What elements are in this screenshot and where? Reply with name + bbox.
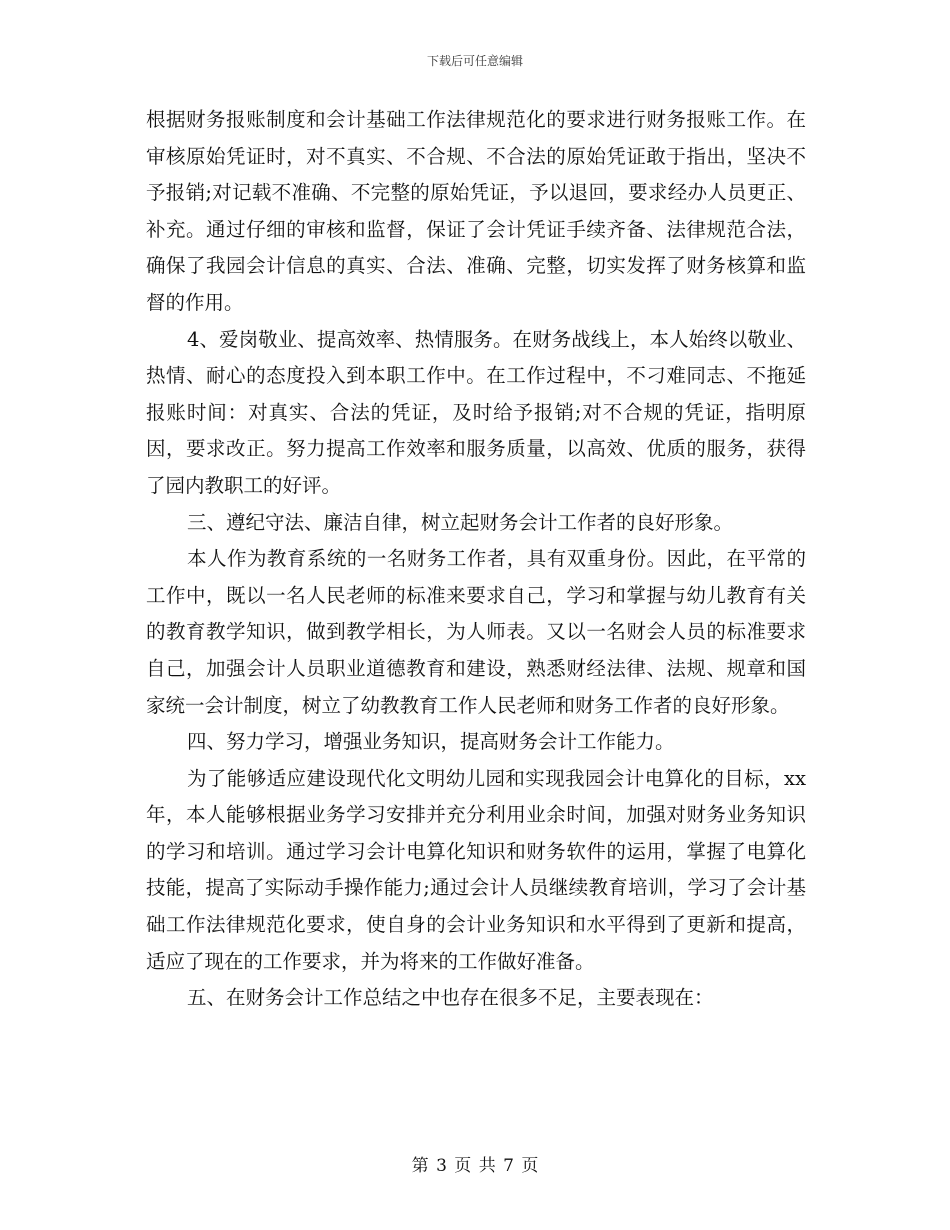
section-heading-integrity: 三、遵纪守法、廉洁自律，树立起财务会计工作者的良好形象。 <box>187 510 734 534</box>
paragraph-dedication-efficiency: 4、爱岗敬业、提高效率、热情服务。在财务战线上，本人始终以敬业、热情、耐心的态度投入到本职工作中。在工作过程中，不刁难同志、不拖延报账时间：对真实、合法的凭证，及时给予报销;对不合规的凭证，指明原因，要求改正。努力提高工作效率和服务质量，以高效、优质的服务，获得了园内教职工的好评。 <box>146 327 806 497</box>
page-header: 下载后可任意编辑 <box>426 54 523 68</box>
document-body <box>146 102 806 1017</box>
page-number-footer: 第 3 页 共 7 页 <box>411 1156 539 1176</box>
section-heading-shortcomings: 五、在财务会计工作总结之中也存在很多不足，主要表现在： <box>187 986 714 1010</box>
paragraph-audit-vouchers: 根据财务报账制度和会计基础工作法律规范化的要求进行财务报账工作。在审核原始凭证时，对不真实、不合规、不合法的原始凭证敢于指出，坚决不予报销;对记载不准确、不完整的原始凭证，予以退回，要求经办人员更正、补充。通过仔细的审核和监督，保证了会计凭证手续齐备、法律规范合法，确保了我园会计信息的真实、合法、准确、完整，切实发挥了财务核算和监督的作用。 <box>146 108 806 314</box>
paragraph-dual-identity: 本人作为教育系统的一名财务工作者，具有双重身份。因此，在平常的工作中，既以一名人民老师的标准来要求自己，学习和掌握与幼儿教育有关的教育教学知识，做到教学相长，为人师表。又以一名财会人员的标准要求自己，加强会计人员职业道德教育和建设，熟悉财经法律、法规、规章和国家统一会计制度，树立了幼教教育工作人民老师和财务工作者的良好形象。 <box>146 547 806 717</box>
section-heading-learning: 四、努力学习，增强业务知识，提高财务会计工作能力。 <box>187 730 675 754</box>
paragraph-training: 为了能够适应建设现代化文明幼儿园和实现我园会计电算化的目标，xx年，本人能够根据业务学习安排并充分利用业余时间，加强对财务业务知识的学习和培训。通过学习会计电算化知识和财务软件的运用，掌握了电算化技能，提高了实际动手操作能力;通过会计人员继续教育培训，学习了会计基础工作法律规范化要求，使自身的会计业务知识和水平得到了更新和提高，适应了现在的工作要求，并为将来的工作做好准备。 <box>146 766 806 973</box>
